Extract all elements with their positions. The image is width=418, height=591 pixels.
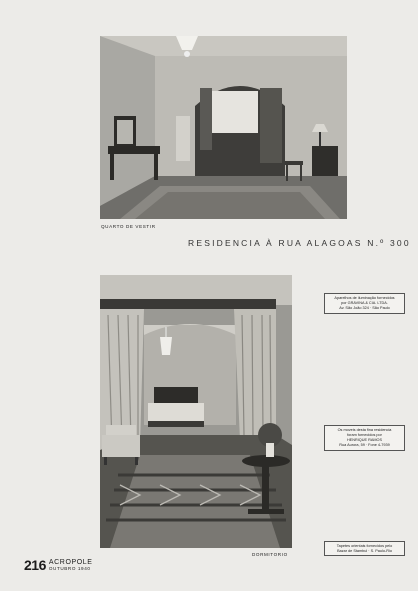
credit-line: Bazar de Stambul · S. Paulo-Rio <box>337 548 392 553</box>
credit-line: Rua Aurora, 59 · Fone 4-7939 <box>339 443 390 448</box>
furniture-supplier-credit <box>324 425 405 451</box>
credit-line: Av. São João 324 · São Paulo <box>339 305 390 310</box>
credit-line: foram fornecidos por <box>347 432 382 437</box>
footer-text <box>49 559 93 572</box>
page-footer <box>24 557 93 573</box>
credit-line: por GRAVINA & CIA. LTDA. <box>341 300 388 305</box>
credit-line: Os moveis desta fina residencia <box>337 427 392 432</box>
lighting-supplier-credit <box>324 293 405 314</box>
page-number: 216 <box>24 557 46 573</box>
bedroom-caption: DORMITORIO <box>252 552 288 557</box>
credit-line: Aparelhos de iluminação fornecidos <box>334 295 395 300</box>
magazine-name: ACROPOLE <box>48 558 93 566</box>
dressing-room-photo <box>100 36 347 219</box>
credit-line: Tapetes orientais fornecidos pelo <box>336 543 393 548</box>
page-title: RESIDENCIA À RUA ALAGOAS N.º 300 <box>188 238 411 248</box>
issue-date: OUTUBRO 1940 <box>48 565 91 571</box>
rug-supplier-credit <box>324 541 405 556</box>
credit-line: HENRIQUE RAMOS <box>346 437 383 442</box>
bedroom-photo <box>100 275 292 548</box>
dressing-room-caption: QUARTO DE VESTIR <box>101 224 156 229</box>
